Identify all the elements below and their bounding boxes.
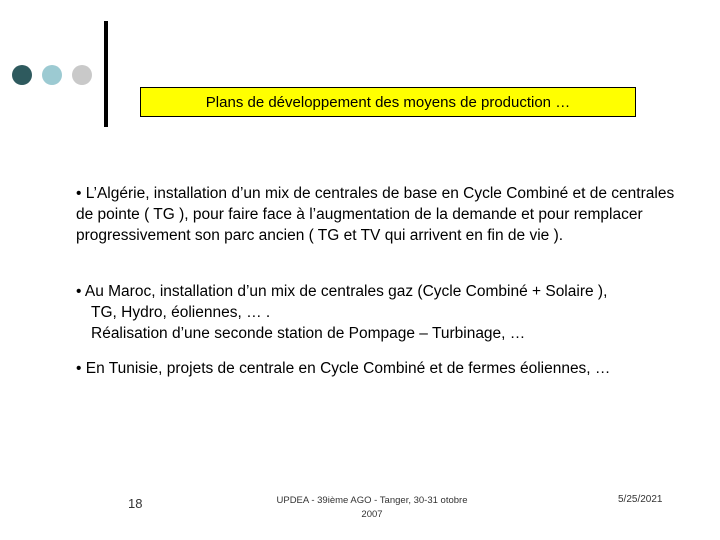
bullet-algerie-text: • L’Algérie, installation d’un mix de centrales de base en Cycle Combiné et de centrales de pointe ( TG ), pour faire face à l’augmentation de la demande et pour remplacer progressivement son parc ancien ( TG et TV qui arrivent en fin de vie ).	[76, 185, 675, 244]
footer-event-line2: 2007	[361, 509, 383, 520]
bullet-tunisie	[76, 358, 676, 379]
bullet-maroc-line3: Réalisation d’une seconde station de Pompage – Turbinage, …	[91, 325, 526, 342]
bullet-maroc-line2: TG, Hydro, éoliennes, … .	[91, 304, 271, 321]
slide-title-box	[140, 87, 636, 117]
footer-event	[262, 494, 482, 522]
decorative-dot-gray	[72, 65, 92, 85]
footer-date: 5/25/2021	[618, 494, 663, 505]
decorative-dot-dark	[12, 65, 32, 85]
decorative-dot-light	[42, 65, 62, 85]
bullet-maroc	[76, 281, 676, 344]
bullet-maroc-line1: • Au Maroc, installation d’un mix de centrales gaz (Cycle Combiné + Solaire ),	[76, 283, 608, 300]
slide-title: Plans de développement des moyens de production …	[205, 93, 571, 111]
footer-event-line1: UPDEA - 39ième AGO - Tanger, 30-31 otobre	[276, 495, 468, 506]
bullet-tunisie-text: • En Tunisie, projets de centrale en Cycle Combiné et de fermes éoliennes, …	[76, 360, 611, 377]
bullet-algerie	[76, 183, 676, 246]
slide-number: 18	[128, 496, 143, 511]
decorative-vertical-line	[104, 21, 108, 127]
